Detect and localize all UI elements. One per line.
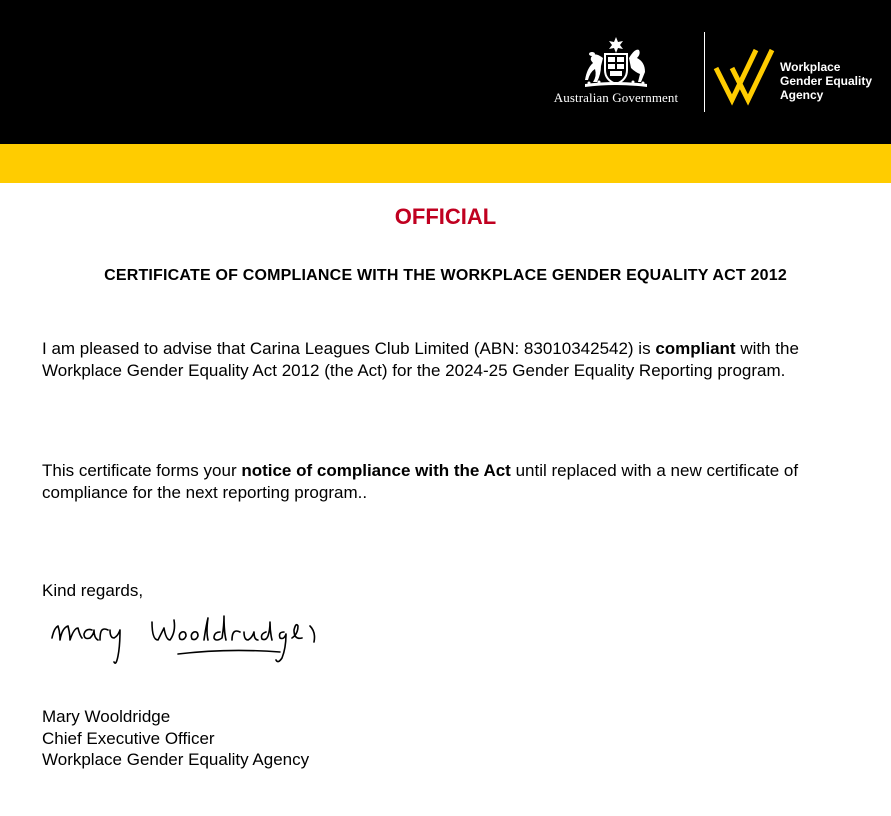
signer-name: Mary Wooldridge xyxy=(42,707,171,726)
security-classification: OFFICIAL xyxy=(394,204,497,229)
agency-name-line1: Workplace xyxy=(780,60,841,74)
coat-of-arms-icon xyxy=(579,36,653,88)
handwritten-signature xyxy=(48,612,328,672)
paragraph-emphasis: notice of compliance with the Act xyxy=(241,461,511,480)
agency-name xyxy=(780,60,872,102)
certificate-title: CERTIFICATE OF COMPLIANCE WITH THE WORKPLACE GENDER EQUALITY ACT 2012 xyxy=(104,267,787,284)
logo-divider xyxy=(704,32,705,112)
agency-name-line3: Agency xyxy=(780,88,824,102)
paragraph-text: This certificate forms your xyxy=(42,461,242,480)
government-name: Australian Government xyxy=(553,90,679,105)
paragraph-text: until replaced with a new certificate of compliance for the next reporting program.. xyxy=(42,461,799,502)
header-stripe xyxy=(0,144,891,183)
signer-block xyxy=(42,706,309,771)
compliance-paragraph xyxy=(42,338,857,382)
closing-salutation: Kind regards, xyxy=(42,581,144,600)
paragraph-text: I am pleased to advise that Carina Leagues Club Limited (ABN: 83010342542) is xyxy=(42,339,656,358)
signer-role: Chief Executive Officer xyxy=(42,728,215,748)
notice-paragraph xyxy=(42,460,857,504)
agency-name-line2: Gender Equality xyxy=(780,74,873,88)
paragraph-emphasis: compliant xyxy=(655,339,736,358)
signer-organisation: Workplace Gender Equality Agency xyxy=(42,750,310,769)
header-banner xyxy=(0,0,891,144)
paragraph-text: with the Workplace Gender Equality Act 2012 (the Act) for the 2024-25 Gender Equality Reporting program. xyxy=(42,339,799,380)
double-tick-icon xyxy=(712,42,788,106)
wgea-logo xyxy=(712,40,882,106)
australian-government-logo xyxy=(546,36,686,112)
